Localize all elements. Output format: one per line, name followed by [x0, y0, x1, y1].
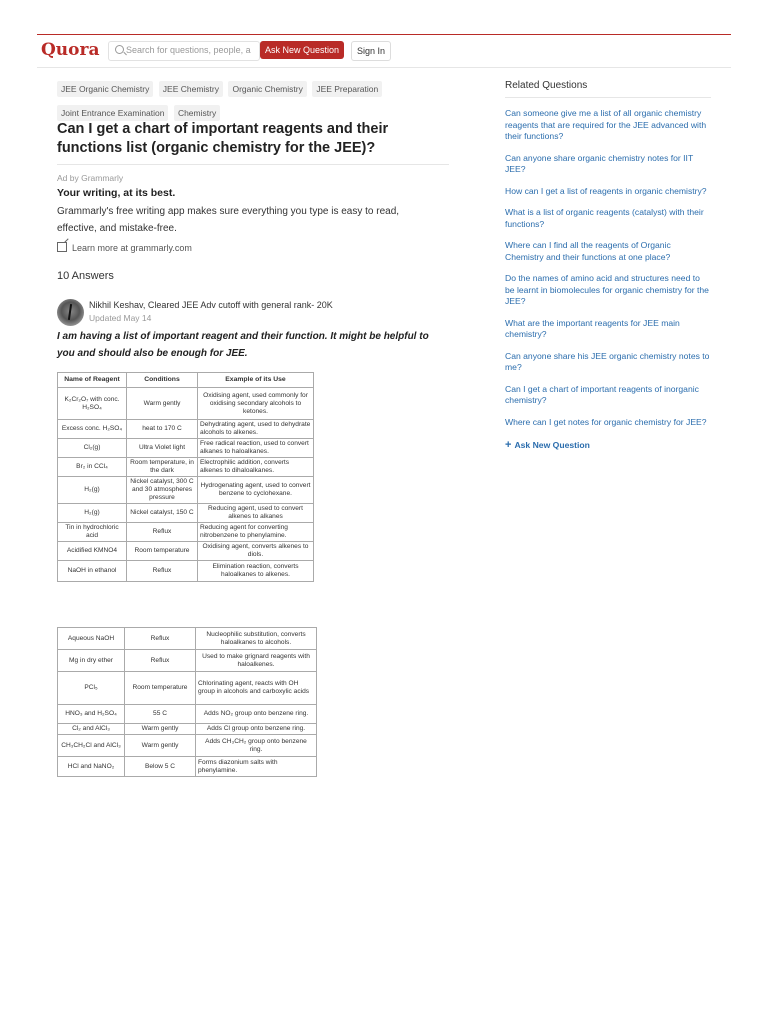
table-row — [58, 420, 314, 439]
table-row — [58, 628, 317, 650]
related-question-link[interactable]: What is a list of organic reagents (catalyst) with their functions? — [505, 207, 704, 229]
ad-body: Grammarly's free writing app makes sure everything you type is easy to read, effective, and mistake-free. — [57, 206, 400, 234]
table-cell: H₂(g) — [58, 504, 127, 523]
table-cell: Cl₂ and AlCl₃ — [58, 724, 125, 735]
table-cell: Warm gently — [125, 735, 196, 757]
table-cell: Elimination reaction, converts haloalkanes to alkenes. — [198, 561, 314, 582]
table-cell: Chlorinating agent, reacts with OH group in alcohols and carboxylic acids — [196, 672, 317, 705]
table-cell: Aqueous NaOH — [58, 628, 125, 650]
table-cell: 55 C — [125, 705, 196, 724]
topic-tag[interactable]: Joint Entrance Examination — [57, 105, 168, 121]
related-question-link[interactable]: Can anyone share organic chemistry notes for IIT JEE? — [505, 152, 694, 174]
related-questions-panel — [505, 78, 711, 451]
table-row — [58, 523, 314, 542]
table-cell: HCl and NaNO₂ — [58, 757, 125, 777]
table-row — [58, 504, 314, 523]
table-cell: Ultra Violet light — [127, 439, 198, 458]
search-box[interactable] — [108, 41, 260, 61]
table-cell: PCl₅ — [58, 672, 125, 705]
table-cell: H₂(g) — [58, 477, 127, 504]
answers-count: 10 Answers — [57, 270, 114, 282]
table-row — [58, 388, 314, 420]
table-cell: Reflux — [127, 523, 198, 542]
table-cell: K₂Cr₂O₇ with conc. H₂SO₄ — [58, 388, 127, 420]
related-question-link[interactable]: Do the names of amino acid and structures need to be learnt in biomolecules for organic chemistry for the JEE? — [505, 273, 709, 306]
table-row — [58, 757, 317, 777]
topic-tag[interactable]: JEE Chemistry — [159, 81, 223, 97]
related-question-link[interactable]: How can I get a list of reagents in organic chemistry? — [505, 185, 707, 196]
table-row — [58, 724, 317, 735]
table-header: Conditions — [127, 373, 198, 388]
table-cell: Oxidising agent, converts alkenes to diols. — [198, 542, 314, 561]
avatar[interactable] — [57, 299, 84, 326]
table-cell: Below 5 C — [125, 757, 196, 777]
table-cell: Used to make grignard reagents with haloalkenes. — [196, 650, 317, 672]
table-cell: Forms diazonium salts with phenylamine. — [196, 757, 317, 777]
sign-in-button[interactable]: Sign In — [351, 41, 391, 61]
table-cell: Acidified KMNO4 — [58, 542, 127, 561]
table-cell: Tin in hydrochloric acid — [58, 523, 127, 542]
search-icon — [115, 45, 124, 54]
divider — [57, 164, 449, 165]
related-question-link[interactable]: Where can I find all the reagents of Organic Chemistry and their functions at one place? — [505, 240, 671, 262]
related-question-link[interactable]: Can anyone share his JEE organic chemistry notes to me? — [505, 350, 710, 372]
reagent-table-2 — [57, 627, 317, 777]
table-cell: Warm gently — [127, 388, 198, 420]
table-cell: Nucleophilic substitution, converts haloalkanes to alcohols. — [196, 628, 317, 650]
topic-tag[interactable]: Chemistry — [174, 105, 220, 121]
table-cell: Adds CH₃CH₂ group onto benzene ring. — [196, 735, 317, 757]
reagent-table-1 — [57, 372, 314, 582]
table-cell: Adds Cl group onto benzene ring. — [196, 724, 317, 735]
table-cell: Room temperature, in the dark — [127, 458, 198, 477]
table-row — [58, 672, 317, 705]
table-cell: Free radical reaction, used to convert alkanes to haloalkanes. — [198, 439, 314, 458]
table-cell: Oxidising agent, used commonly for oxidising secondary alcohols to ketones. — [198, 388, 314, 420]
table-cell: Br₂ in CCl₄ — [58, 458, 127, 477]
table-cell: Nickel catalyst, 300 C and 30 atmospheres pressure — [127, 477, 198, 504]
table-cell: HNO₃ and H₂SO₄ — [58, 705, 125, 724]
table-row — [58, 439, 314, 458]
table-row — [58, 477, 314, 504]
sidebar-ask-label[interactable]: Ask New Question — [514, 440, 590, 450]
table-cell: NaOH in ethanol — [58, 561, 127, 582]
table-cell: Electrophilic addition, converts alkenes to dihaloalkanes. — [198, 458, 314, 477]
table-header-row — [58, 373, 314, 388]
search-input[interactable] — [126, 43, 256, 57]
table-header: Example of its Use — [198, 373, 314, 388]
table-row — [58, 735, 317, 757]
table-header: Name of Reagent — [58, 373, 127, 388]
ad-link[interactable] — [57, 242, 192, 253]
answer-author[interactable]: Nikhil Keshav, Cleared JEE Adv cutoff with general rank- 20K — [89, 300, 333, 310]
related-question-link[interactable]: Where can I get notes for organic chemistry for JEE? — [505, 416, 707, 427]
plus-icon: + — [505, 439, 512, 451]
topic-tag[interactable]: Organic Chemistry — [228, 81, 306, 97]
table-cell: Adds NO₂ group onto benzene ring. — [196, 705, 317, 724]
answer-text: I am having a list of important reagent and their function. It might be helpful to you and should also be enough for JEE. — [57, 331, 429, 359]
related-question-link[interactable]: What are the important reagents for JEE main chemistry? — [505, 317, 680, 339]
related-question-link[interactable]: Can someone give me a list of all organic chemistry reagents that are required for the JEE advanced with their functions? — [505, 108, 707, 141]
related-question-link[interactable]: Can I get a chart of important reagents of inorganic chemistry? — [505, 383, 699, 405]
topic-tag[interactable]: JEE Preparation — [312, 81, 382, 97]
table-row — [58, 458, 314, 477]
table-cell: Warm gently — [125, 724, 196, 735]
avatar-image — [68, 304, 72, 320]
question-title: Can I get a chart of important reagents and their functions list (organic chemistry for the JEE)? — [57, 121, 389, 156]
table-row — [58, 650, 317, 672]
table-cell: Reducing agent for converting nitrobenzene to phenylamine. — [198, 523, 314, 542]
table-cell: Room temperature — [127, 542, 198, 561]
table-row — [58, 705, 317, 724]
table-cell: Reflux — [125, 650, 196, 672]
quora-logo[interactable]: Quora — [41, 40, 100, 60]
table-cell: Reflux — [125, 628, 196, 650]
table-cell: Reflux — [127, 561, 198, 582]
table-row — [58, 542, 314, 561]
site-header — [37, 35, 731, 68]
table-cell: Hydrogenating agent, used to convert benzene to cyclohexane. — [198, 477, 314, 504]
related-questions-title: Related Questions — [505, 78, 711, 98]
related-questions-list — [505, 108, 711, 428]
external-link-icon — [57, 242, 67, 252]
sidebar-ask-new-question[interactable] — [505, 439, 711, 451]
ad-link-text[interactable]: Learn more at grammarly.com — [72, 243, 192, 253]
answer-updated[interactable]: Updated May 14 — [89, 313, 152, 323]
topic-tag[interactable]: JEE Organic Chemistry — [57, 81, 153, 97]
table-cell: CH₃CH₂Cl and AlCl₃ — [58, 735, 125, 757]
table-cell: heat to 170 C — [127, 420, 198, 439]
ad-headline: Your writing, at its best. — [57, 187, 176, 199]
ask-new-question-button[interactable]: Ask New Question — [260, 41, 344, 59]
table-cell: Room temperature — [125, 672, 196, 705]
ad-label: Ad by Grammarly — [57, 173, 124, 183]
table-cell: Nickel catalyst, 150 C — [127, 504, 198, 523]
table-cell: Excess conc. H₂SO₄ — [58, 420, 127, 439]
table-cell: Dehydrating agent, used to dehydrate alcohols to alkenes. — [198, 420, 314, 439]
table-cell: Mg in dry ether — [58, 650, 125, 672]
table-cell: Reducing agent, used to convert alkenes to alkanes — [198, 504, 314, 523]
table-row — [58, 561, 314, 582]
table-cell: Cl₂(g) — [58, 439, 127, 458]
